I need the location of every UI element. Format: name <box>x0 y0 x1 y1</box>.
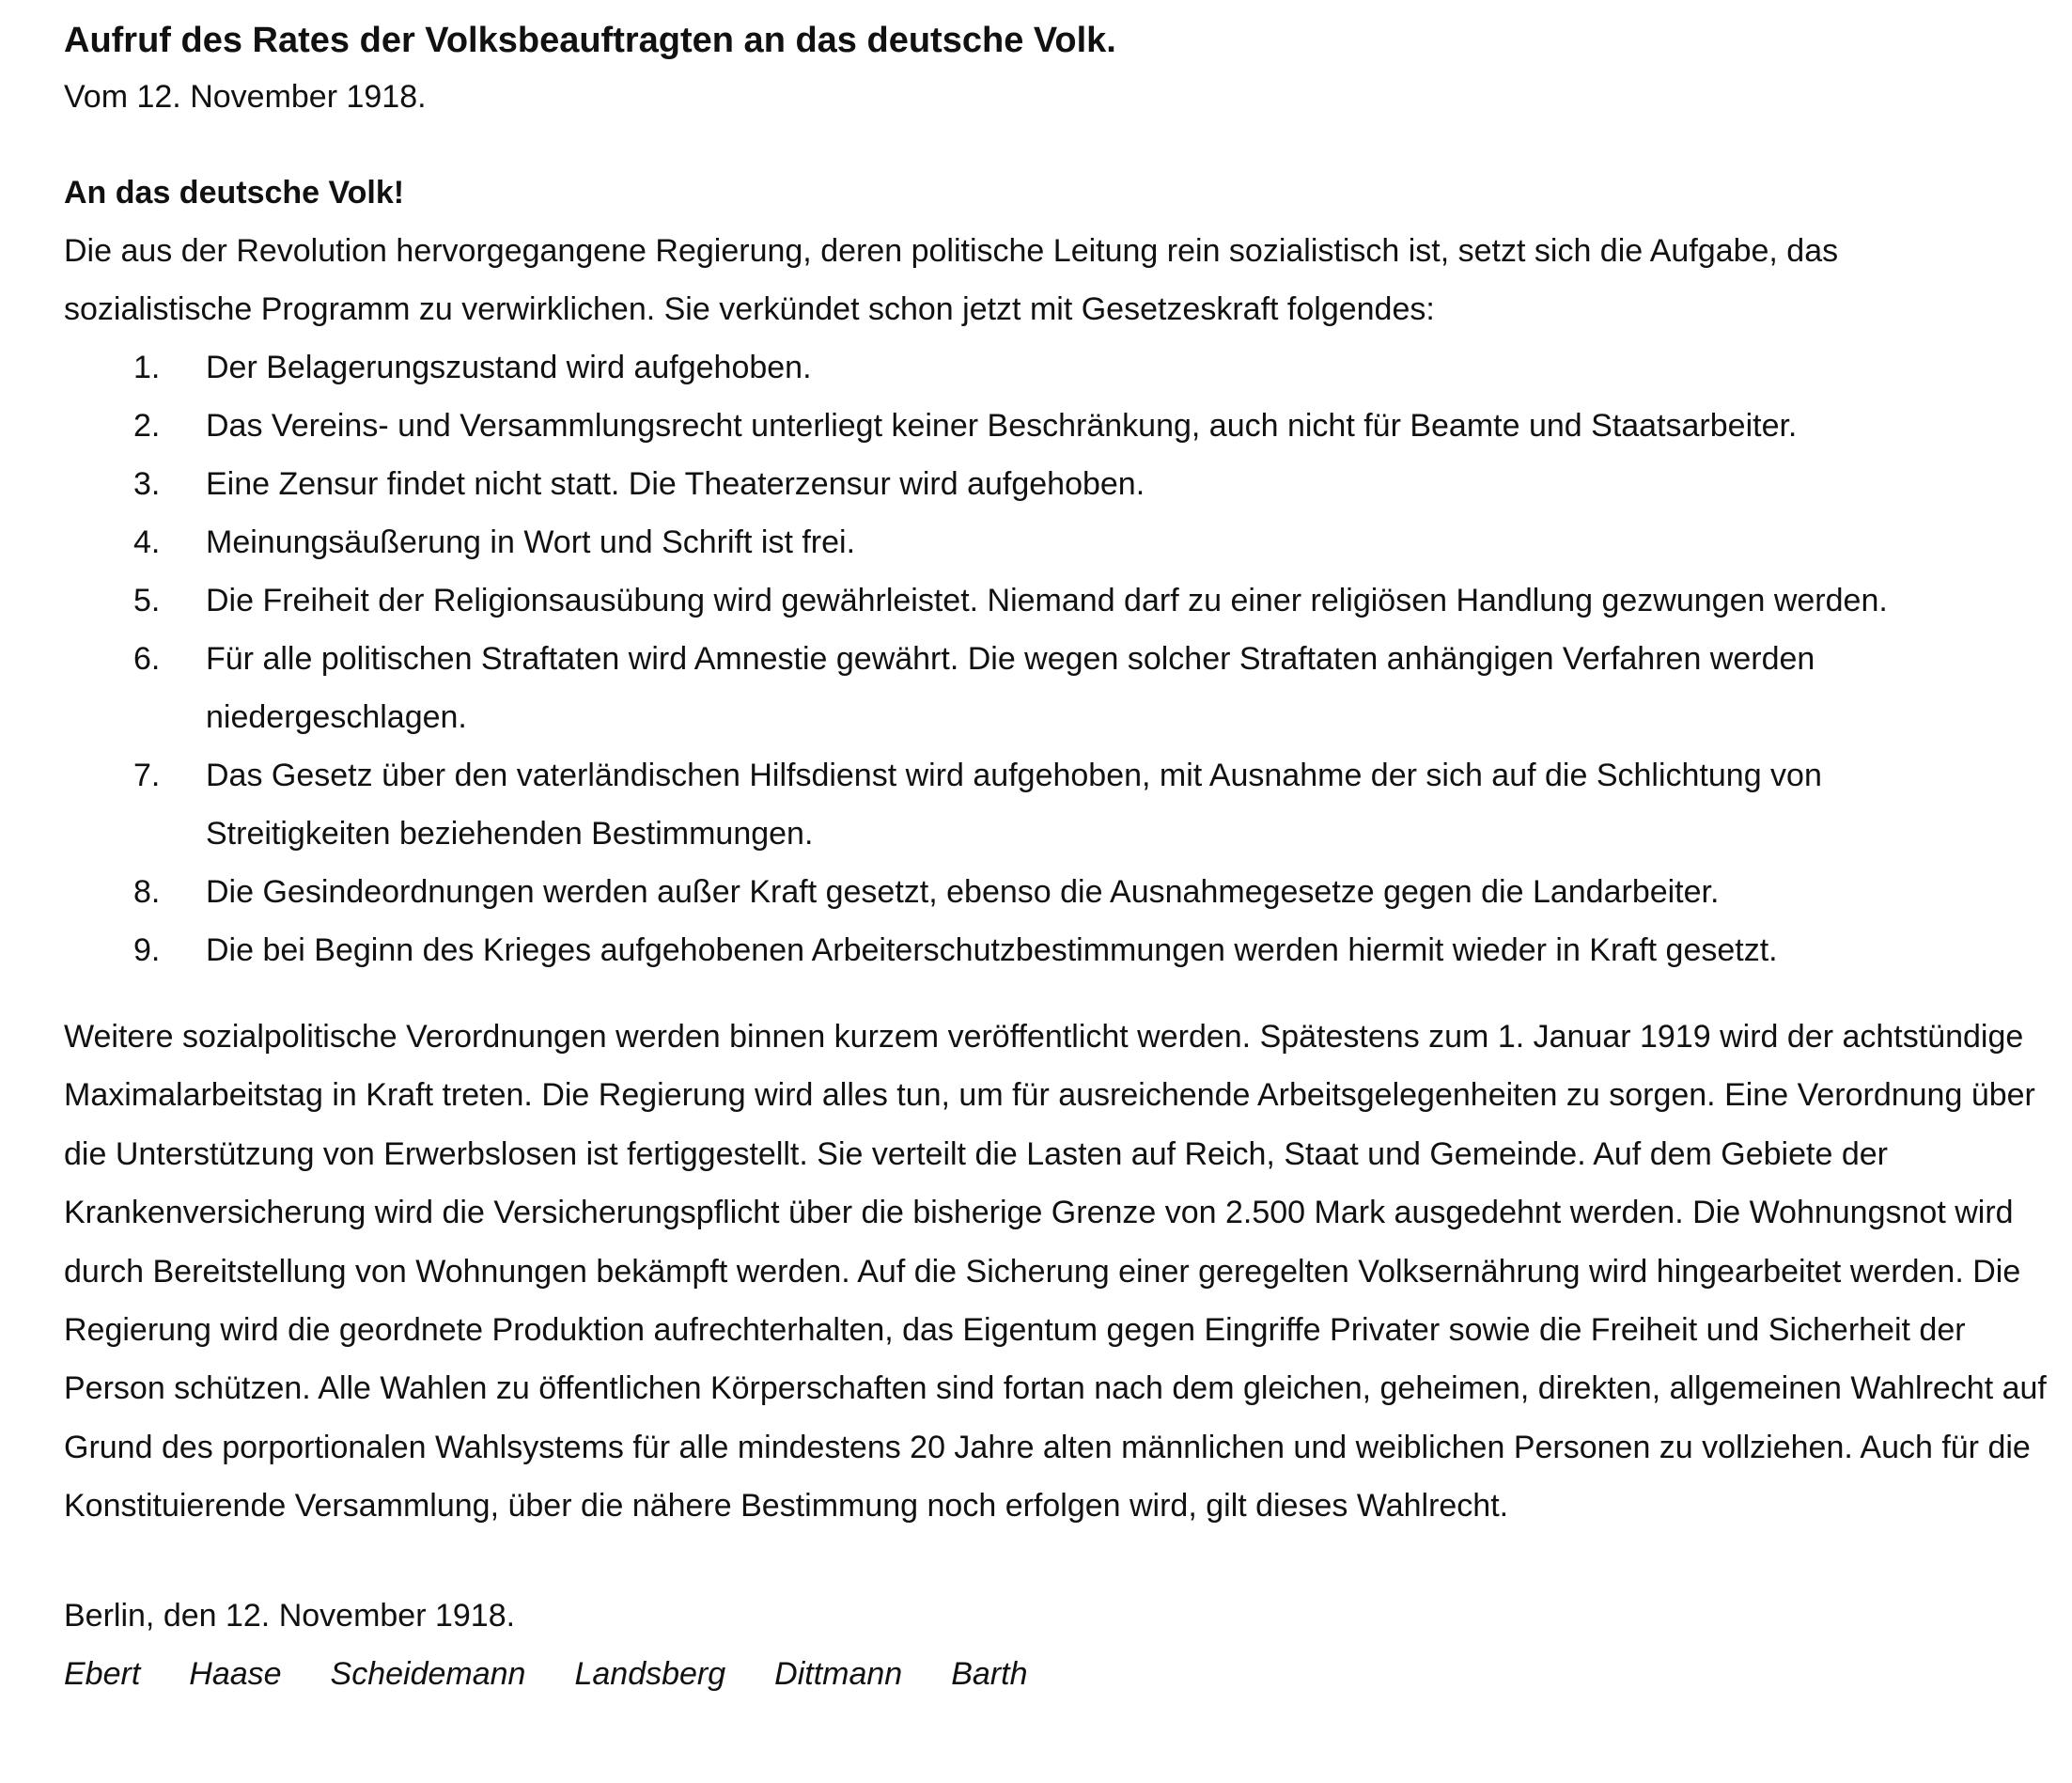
list-item-text: Das Vereins- und Versammlungsrecht unterliegt keiner Beschränkung, auch nicht für Beamte und Staatsarbeiter. <box>206 408 1798 444</box>
list-item-text: Die bei Beginn des Krieges aufgehobenen Arbeiterschutzbestimmungen werden hiermit wieder in Kraft gesetzt. <box>206 932 1778 968</box>
list-item-number: 6. <box>133 641 161 677</box>
list-item <box>64 921 2056 979</box>
signature-line <box>64 1645 2056 1703</box>
list-item <box>64 338 2056 397</box>
intro-paragraph: Die aus der Revolution hervorgegangene Regierung, deren politische Leitung rein sozialistisch ist, setzt sich die Aufgabe, das sozialistische Programm zu verwirklichen. Sie verkündet schon jetzt mit Gesetzeskraft folgendes: <box>64 233 1839 327</box>
document-page <box>64 17 2056 1703</box>
list-item-text: Für alle politischen Straftaten wird Amnestie gewährt. Die wegen solcher Straftaten anhängigen Verfahren werden niedergeschlagen. <box>206 641 1815 735</box>
list-item <box>64 630 2056 746</box>
list-item <box>64 397 2056 455</box>
signature-name: Ebert <box>64 1655 141 1692</box>
document-title: Aufruf des Rates der Volksbeauftragten an das deutsche Volk. <box>64 21 1116 60</box>
list-item <box>64 863 2056 921</box>
list-item-text: Das Gesetz über den vaterländischen Hilfsdienst wird aufgehoben, mit Ausnahme der sich auf die Schlichtung von Streitigkeiten beziehenden Bestimmungen. <box>206 758 1822 852</box>
signature-name: Scheidemann <box>330 1655 526 1692</box>
list-item-text: Die Gesindeordnungen werden außer Kraft gesetzt, ebenso die Ausnahmegesetze gegen die Landarbeiter. <box>206 874 1720 910</box>
signature-name: Dittmann <box>774 1655 903 1692</box>
signature-name: Barth <box>951 1655 1028 1692</box>
signature-name: Landsberg <box>574 1655 726 1692</box>
list-item-text: Eine Zensur findet nicht statt. Die Theaterzensur wird aufgehoben. <box>206 466 1145 502</box>
list-item-number: 8. <box>133 874 161 910</box>
document-date: Vom 12. November 1918. <box>64 79 427 115</box>
closing-paragraph: Weitere sozialpolitische Verordnungen werden binnen kurzem veröffentlicht werden. Spätestens zum 1. Januar 1919 wird der achtstündige Maximalarbeitstag in Kraft treten. Die Regierung wird alles tun, um für ausreichende Arbeitsgelegenheiten zu sorgen. Eine Verordnung über die Unterstützung von Erwerbslosen ist fertiggestellt. Sie verteilt die Lasten auf Reich, Staat und Gemeinde. Auf dem Gebiete der Krankenversicherung wird die Versicherungspflicht über die bisherige Grenze von 2.500 Mark ausgedehnt werden. Die Wohnungsnot wird durch Bereitstellung von Wohnungen bekämpft werden. Auf die Sicherung einer geregelten Volksernährung wird hingearbeitet werden. Die Regierung wird die geordnete Produktion aufrechterhalten, das Eigentum gegen Eingriffe Privater sowie die Freiheit und Sicherheit der Person schützen. Alle Wahlen zu öffentlichen Körperschaften sind fortan nach dem gleichen, geheimen, direkten, allgemeinen Wahlrecht auf Grund des porportionalen Wahlsystems für alle mindestens 20 Jahre alten männlichen und weiblichen Personen zu vollziehen. Auch für die Konstituierende Versammlung, über die nähere Bestimmung noch erfolgen wird, gilt dieses Wahlrecht. <box>64 1019 2047 1525</box>
list-item <box>64 513 2056 571</box>
list-item-number: 4. <box>133 524 161 560</box>
decree-list <box>64 338 2056 979</box>
list-item-number: 9. <box>133 932 161 968</box>
list-item-number: 2. <box>133 408 161 444</box>
list-item-number: 3. <box>133 466 161 502</box>
salutation: An das deutsche Volk! <box>64 175 405 211</box>
list-item-text: Die Freiheit der Religionsausübung wird gewährleistet. Niemand darf zu einer religiösen Handlung gezwungen werden. <box>206 583 1888 618</box>
list-item-number: 7. <box>133 758 161 793</box>
list-item-text: Meinungsäußerung in Wort und Schrift ist frei. <box>206 524 856 560</box>
list-item-number: 1. <box>133 350 161 385</box>
list-item-text: Der Belagerungszustand wird aufgehoben. <box>206 350 812 385</box>
list-item <box>64 746 2056 863</box>
place-date: Berlin, den 12. November 1918. <box>64 1597 516 1634</box>
list-item <box>64 571 2056 630</box>
signature-name: Haase <box>189 1655 282 1692</box>
list-item <box>64 455 2056 513</box>
list-item-number: 5. <box>133 583 161 618</box>
